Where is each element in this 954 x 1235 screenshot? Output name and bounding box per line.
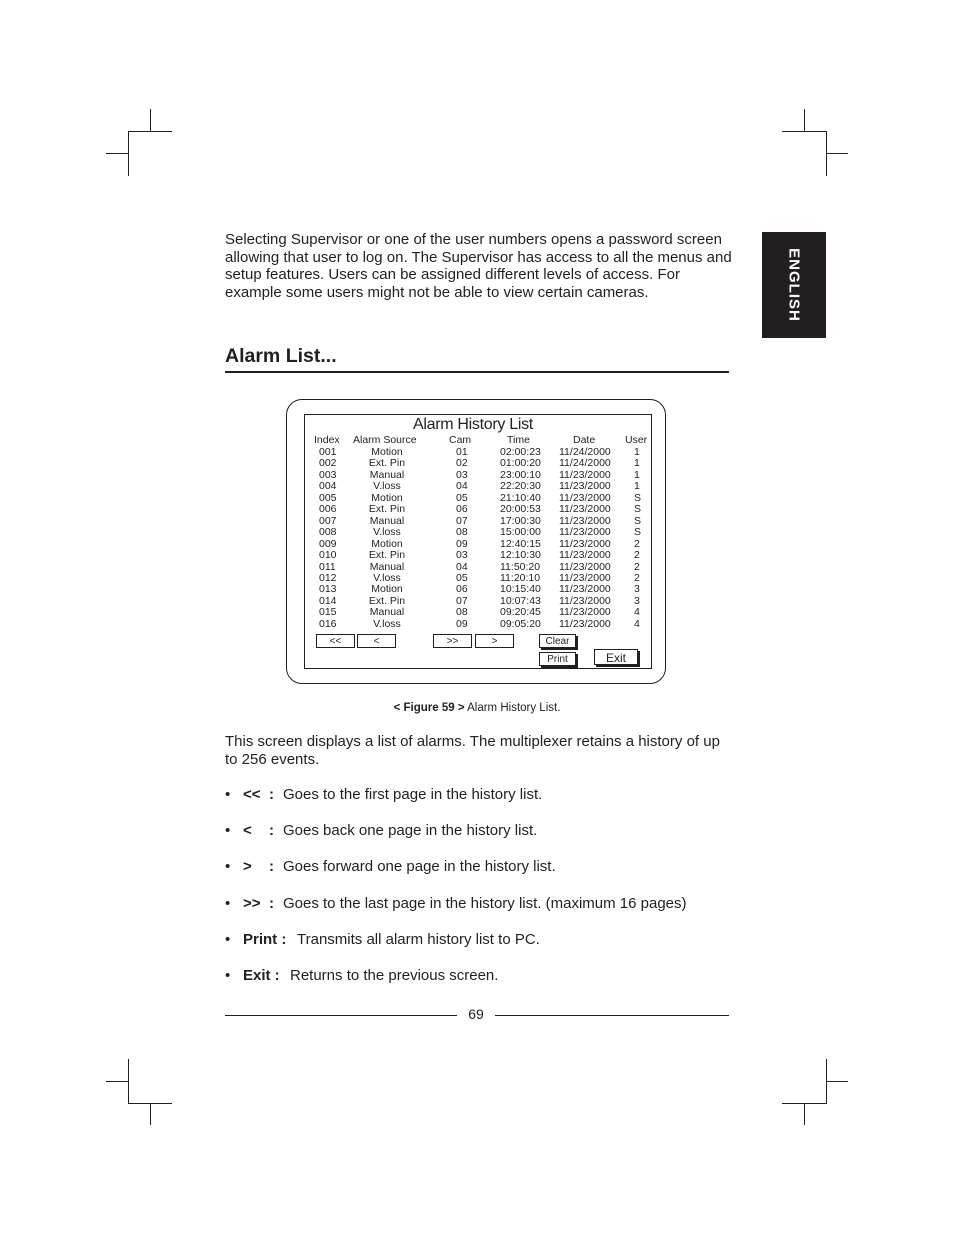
bullet-key: <<	[243, 786, 261, 803]
cell-user: 1	[634, 468, 640, 481]
cell-user: S	[634, 503, 642, 516]
cell-cam: 07	[456, 594, 468, 607]
cell-time: 21:10:40	[500, 491, 541, 504]
bullet-icon: •	[225, 858, 231, 876]
next-page-button[interactable]: >	[475, 634, 514, 648]
cell-cam: 08	[456, 606, 468, 619]
figure-caption	[225, 702, 729, 714]
cell-index: 007	[319, 514, 337, 527]
list-item	[225, 858, 745, 894]
cell-alarm-source: Ext. Pin	[368, 503, 406, 516]
cell-cam: 07	[456, 514, 468, 527]
column-header-time: Time	[507, 434, 530, 446]
cell-index: 014	[319, 594, 337, 607]
cell-time: 01:00:20	[500, 457, 541, 470]
cell-date: 11/23/2000	[559, 549, 611, 562]
intro-paragraph: Selecting Supervisor or one of the user numbers opens a password screen allowing that user to log on. The Supervisor has access to all the menus and setup features. Users can be assigned different levels of access. For example some users might not be able to view certain cameras.	[225, 231, 732, 301]
cell-date: 11/24/2000	[559, 446, 611, 458]
cell-date: 11/23/2000	[559, 583, 611, 596]
bullet-key: >	[243, 858, 252, 876]
cell-alarm-source: Motion	[371, 446, 403, 458]
bullet-key: Exit :	[243, 966, 280, 984]
cell-alarm-source: Motion	[371, 491, 403, 504]
cell-index: 009	[319, 537, 337, 550]
cell-index: 016	[319, 617, 337, 630]
cell-cam: 05	[456, 571, 468, 584]
cell-index: 002	[319, 457, 337, 470]
cell-user: 2	[634, 549, 640, 562]
button-descriptions-list	[225, 786, 745, 1003]
cell-index: 004	[319, 480, 337, 493]
bullet-text: Goes back one page in the history list.	[283, 822, 538, 840]
bullet-icon: •	[225, 786, 231, 803]
cell-index: 015	[319, 606, 337, 619]
cell-date: 11/23/2000	[559, 617, 611, 630]
cell-time: 23:00:10	[500, 468, 541, 481]
cell-alarm-source: Ext. Pin	[368, 457, 406, 470]
cell-index: 006	[319, 503, 337, 516]
cell-cam: 01	[456, 446, 468, 458]
cell-alarm-source: Manual	[369, 606, 405, 619]
bullet-colon: :	[269, 894, 274, 912]
column-header-index: Index	[314, 434, 340, 446]
list-item	[225, 895, 745, 931]
cell-alarm-source: V.loss	[373, 526, 401, 539]
cell-date: 11/23/2000	[559, 606, 611, 619]
cell-alarm-source: Manual	[369, 514, 405, 527]
cell-date: 11/24/2000	[559, 457, 611, 470]
cell-time: 22:20:30	[500, 480, 541, 493]
cell-date: 11/23/2000	[559, 594, 611, 607]
screen-title: Alarm History List	[413, 416, 533, 433]
cell-cam: 09	[456, 537, 468, 550]
figure-caption-label: < Figure 59 >	[393, 702, 465, 714]
cell-time: 02:00:23	[500, 446, 541, 458]
cell-alarm-source: V.loss	[373, 480, 401, 493]
cell-alarm-source: Ext. Pin	[368, 594, 406, 607]
bullet-text: Goes to the last page in the history list. (maximum 16 pages)	[283, 894, 687, 912]
column-header-date: Date	[573, 434, 596, 446]
cell-user: S	[634, 526, 642, 539]
cell-cam: 03	[456, 549, 468, 562]
cell-user: 3	[634, 594, 640, 607]
cell-user: 1	[634, 446, 640, 458]
cell-user: 4	[634, 617, 640, 630]
cell-time: 09:20:45	[500, 606, 541, 619]
cell-alarm-source: V.loss	[373, 571, 401, 584]
page-number: 69	[468, 1006, 484, 1022]
cell-user: 3	[634, 583, 640, 596]
bullet-key: >>	[243, 894, 261, 912]
bullet-key: Print :	[243, 930, 287, 948]
bullet-icon: •	[225, 930, 231, 948]
cell-cam: 05	[456, 491, 468, 504]
cell-index: 012	[319, 571, 337, 584]
print-button[interactable]: Print	[539, 652, 576, 666]
exit-button[interactable]: Exit	[594, 649, 638, 665]
language-tab-label: ENGLISH	[785, 248, 803, 322]
cell-cam: 02	[456, 457, 468, 470]
cell-user: S	[634, 514, 642, 527]
cell-index: 005	[319, 491, 337, 504]
cell-time: 10:15:40	[500, 583, 541, 596]
cell-date: 11/23/2000	[559, 480, 611, 493]
column-header-cam: Cam	[449, 434, 472, 446]
cell-index: 008	[319, 526, 337, 539]
cell-user: 4	[634, 606, 640, 619]
cell-date: 11/23/2000	[559, 491, 611, 504]
cell-date: 11/23/2000	[559, 571, 611, 584]
cell-alarm-source: Ext. Pin	[368, 549, 406, 562]
cell-cam: 06	[456, 503, 468, 516]
description-paragraph: This screen displays a list of alarms. The multiplexer retains a history of up to 256 events.	[225, 733, 720, 768]
bullet-text: Goes forward one page in the history list.	[283, 858, 556, 876]
cell-cam: 04	[456, 560, 468, 573]
bullet-text: Transmits all alarm history list to PC.	[297, 930, 540, 948]
cell-time: 12:10:30	[500, 549, 541, 562]
bullet-icon: •	[225, 894, 231, 912]
bullet-text: Returns to the previous screen.	[290, 966, 499, 984]
cell-date: 11/23/2000	[559, 468, 611, 481]
cell-cam: 04	[456, 480, 468, 493]
bullet-colon: :	[269, 858, 274, 876]
previous-page-button[interactable]: <	[357, 634, 396, 648]
cell-user: 2	[634, 560, 640, 573]
cell-alarm-source: Motion	[371, 537, 403, 550]
language-tab	[762, 232, 826, 338]
cell-date: 11/23/2000	[559, 537, 611, 550]
cell-cam: 09	[456, 617, 468, 630]
last-page-button[interactable]: >>	[433, 634, 472, 648]
list-item	[225, 931, 745, 967]
cell-date: 11/23/2000	[559, 514, 611, 527]
cell-cam: 03	[456, 468, 468, 481]
cell-time: 10:07:43	[500, 594, 541, 607]
list-item	[225, 967, 745, 1003]
cell-cam: 08	[456, 526, 468, 539]
section-title: Alarm List...	[225, 345, 337, 367]
footer-rule-left	[225, 1015, 457, 1016]
cell-time: 15:00:00	[500, 526, 541, 539]
column-header-user: User	[625, 434, 648, 446]
cell-time: 09:05:20	[500, 617, 541, 630]
column-header-alarm-source: Alarm Source	[353, 434, 417, 446]
cell-index: 011	[319, 560, 336, 573]
cell-date: 11/23/2000	[559, 503, 611, 516]
bullet-text: Goes to the first page in the history list.	[283, 786, 543, 803]
cell-index: 013	[319, 583, 337, 596]
section-title-rule	[225, 371, 729, 373]
figure-caption-text: Alarm History List.	[464, 702, 561, 714]
cell-cam: 06	[456, 583, 468, 596]
bullet-colon: :	[269, 786, 274, 803]
cell-user: 1	[634, 480, 640, 493]
footer-rule-right	[495, 1015, 729, 1016]
first-page-button[interactable]: <<	[316, 634, 355, 648]
cell-index: 010	[319, 549, 337, 562]
cell-time: 11:50:20	[500, 560, 541, 573]
cell-time: 17:00:30	[500, 514, 541, 527]
cell-index: 003	[319, 468, 337, 481]
cell-time: 11:20:10	[500, 571, 541, 584]
cell-user: 2	[634, 571, 640, 584]
cell-time: 12:40:15	[500, 537, 541, 550]
cell-date: 11/23/2000	[559, 526, 611, 539]
bullet-colon: :	[269, 822, 274, 840]
clear-button[interactable]: Clear	[539, 634, 576, 648]
bullet-icon: •	[225, 822, 231, 840]
bullet-icon: •	[225, 966, 231, 984]
cell-user: S	[634, 491, 642, 504]
alarm-history-screen	[304, 414, 652, 669]
cell-alarm-source: Manual	[369, 468, 405, 481]
cell-index: 001	[319, 446, 337, 458]
cell-date: 11/23/2000	[559, 560, 611, 573]
cell-alarm-source: Manual	[369, 560, 405, 573]
cell-user: 1	[634, 457, 640, 470]
bullet-key: <	[243, 822, 252, 840]
cell-alarm-source: Motion	[371, 583, 403, 596]
cell-user: 2	[634, 537, 640, 550]
cell-alarm-source: V.loss	[373, 617, 401, 630]
cell-time: 20:00:53	[500, 503, 541, 516]
list-item	[225, 786, 745, 822]
list-item	[225, 822, 745, 858]
